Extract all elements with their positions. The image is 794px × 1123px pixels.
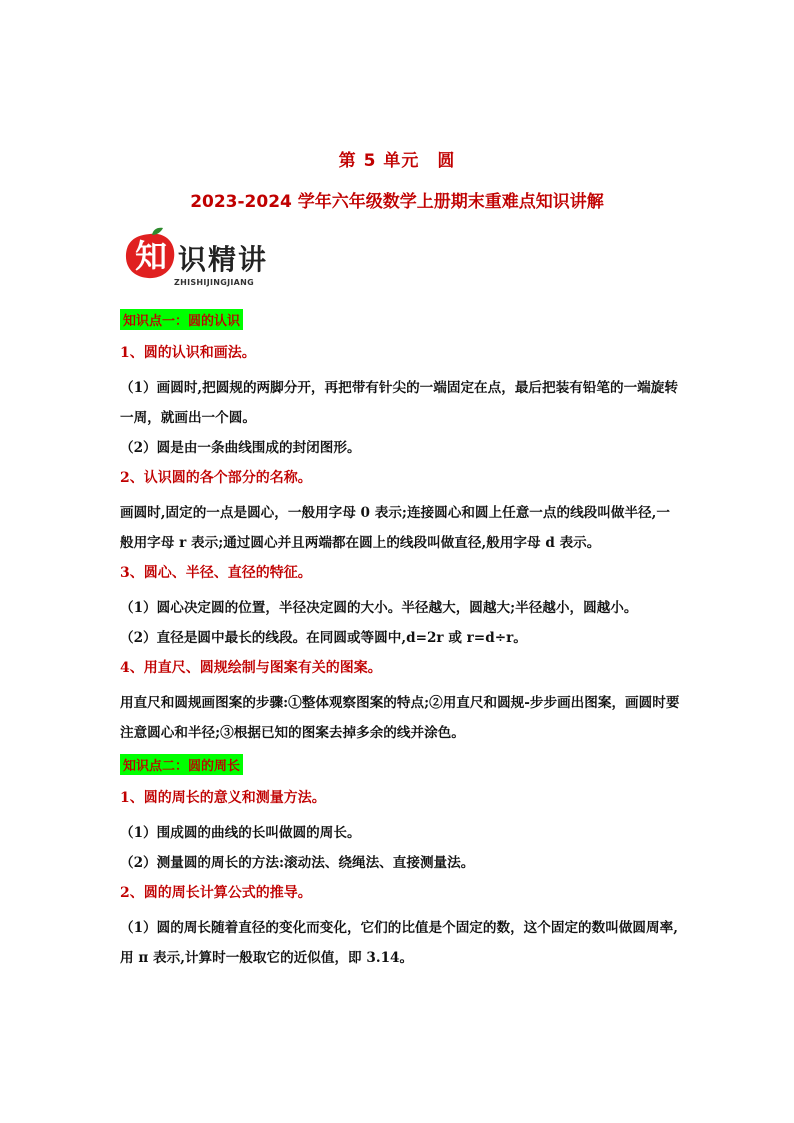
logo-badge-icon [122, 226, 178, 280]
logo-subtext: ZHISHIJINGJIANG [174, 278, 255, 287]
item-heading: 4、用直尺、圆规绘制与图案有关的图案。 [120, 660, 382, 676]
section-circle-recognition [120, 309, 680, 748]
item-paragraph: （2）直径是圆中最长的线段。在同圆或等圆中,d=2r 或 r=d÷r。 [120, 630, 527, 646]
item-heading: 2、认识圆的各个部分的名称。 [120, 470, 312, 486]
section-tag: 知识点一：圆的认识 [120, 309, 243, 330]
section-tag: 知识点二：圆的周长 [120, 754, 243, 775]
document-subtitle: 2023-2024 学年六年级数学上册期末重难点知识讲解 [190, 192, 604, 212]
section-circle-circumference [120, 754, 680, 973]
logo-badge-char: 知 [134, 237, 168, 275]
item-heading: 2、圆的周长计算公式的推导。 [120, 885, 312, 901]
item-paragraph: （2）测量圆的周长的方法:滚动法、绕绳法、直接测量法。 [120, 855, 475, 871]
item-paragraph: 用直尺和圆规画图案的步骤:①整体观察图案的特点;②用直尺和圆规-步步画出图案，画圆时要注意圆心和半径;③根据已知的图案去掉多余的线并涂色。 [120, 695, 680, 741]
item-heading: 3、圆心、半径、直径的特征。 [120, 565, 312, 581]
item-paragraph: （2）圆是由一条曲线围成的封闭图形。 [120, 440, 361, 456]
item-paragraph: （1）画圆时,把圆规的两脚分开，再把带有针尖的一端固定在点，最后把装有铅笔的一端旋转一周，就画出一个圆。 [120, 380, 678, 426]
item-paragraph: 画圆时,固定的一点是圆心，一般用字母 0 表示;连接圆心和圆上任意一点的线段叫做半径,一般用字母 r 表示;通过圆心并且两端都在圆上的线段叫做直径,般用字母 d 表示。 [120, 505, 670, 551]
item-heading: 1、圆的认识和画法。 [120, 345, 256, 361]
item-paragraph: （1）圆的周长随着直径的变化而变化，它们的比值是个固定的数，这个固定的数叫做圆周率,用 π 表示,计算时一般取它的近似值，即 3.14。 [120, 920, 678, 966]
unit-title: 第 5 单元 圆 [338, 151, 456, 171]
content-body [120, 309, 680, 973]
item-paragraph: （1）圆心决定圆的位置，半径决定圆的大小。半径越大，圆越大;半径越小，圆越小。 [120, 600, 638, 616]
item-paragraph: （1）围成圆的曲线的长叫做圆的周长。 [120, 825, 361, 841]
zhishijingjiang-logo [120, 222, 295, 292]
item-heading: 1、圆的周长的意义和测量方法。 [120, 790, 326, 806]
logo-text: 识精讲 [178, 243, 269, 276]
